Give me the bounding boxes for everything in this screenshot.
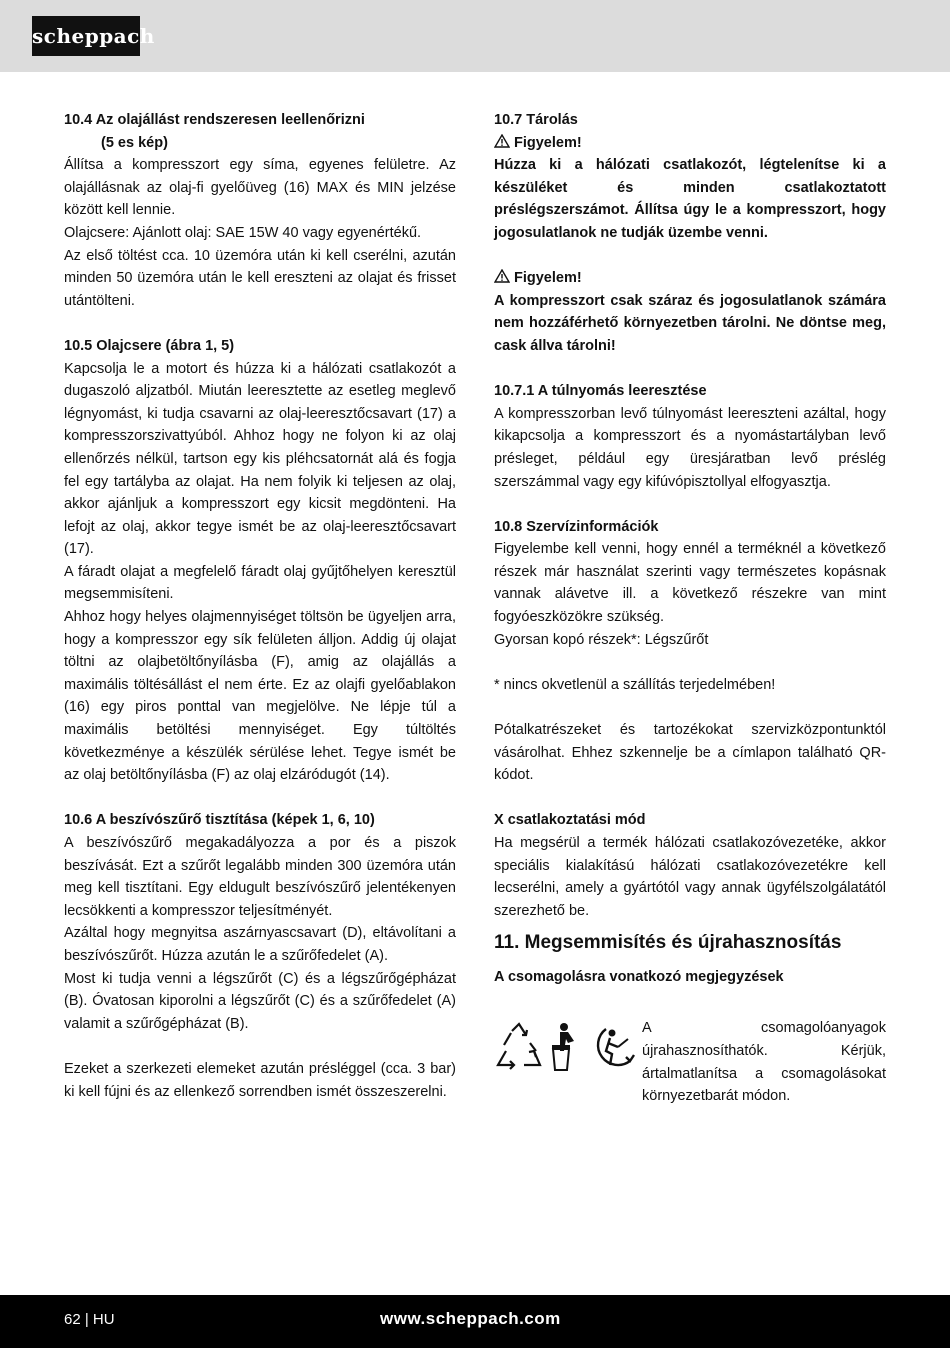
website-url[interactable]: www.scheppach.com bbox=[380, 1309, 561, 1328]
right-column bbox=[494, 109, 886, 1105]
scheppach-logo: scheppach bbox=[32, 16, 140, 56]
warning-icon bbox=[494, 269, 510, 283]
language-code: HU bbox=[92, 1311, 115, 1328]
section-10-7-1-body: A kompresszorban levő túlnyomást leereszteni azáltal, hogy kikapcsolja a kompresszort és a nyomástartályban levő présleget, például egy üresjáratban levő préslég szerszámmal vagy egy kifúvópisztollyal elfogyasztja. bbox=[494, 405, 886, 490]
section-10-6-p4: Ezeket a szerkezeti elemeket azután présléggel (cca. 3 bar) ki kell fújni és az ellenkező sorrendben ismét összeszerelni. bbox=[64, 1060, 456, 1100]
section-10-8-p3: Pótalkatrészeket és tartozékokat szervizközpontunktól vásárolhat. Ehhez szkennelje be a címlapon található QR-kódot. bbox=[494, 722, 886, 784]
section-11-title: 11. Megsemmisítés és újrahasznosítás bbox=[494, 932, 842, 954]
section-x-title: X csatlakoztatási mód bbox=[494, 812, 646, 829]
section-10-5-p3: Ahhoz hogy helyes olajmennyiséget töltsön be ügyeljen arra, hogy a kompresszor egy sík felületen álljon. Addig új olajat töltni az olajbetöltőnyílásba (F), amig az olajállás a maximális töltésállást el nem érte. Ez az olajfi gyelőablakon (16) egy piros ponttal van megjelölve. Ne lépje túl a maximális betöltési mennyiséget. Egy túltöltés következménye a készülék sérülése lehet. Tegye ismét be az olaj betöltőnyílásba (F) az olaj elzáródugót (14). bbox=[64, 609, 456, 784]
page-header bbox=[0, 0, 950, 72]
left-column bbox=[64, 109, 456, 1103]
packaging-title: A csomagolásra vonatkozó megjegyzések bbox=[494, 969, 784, 986]
section-10-5-p2: A fáradt olajat a megfelelő fáradt olaj gyűjtőhelyen keresztül megsemmisíteni. bbox=[64, 563, 456, 603]
packaging-body: A csomagolóanyagok újrahasznosíthatók. Kérjük, ártalmatlanítsa a csomagolásokat környezetbarát módon. bbox=[642, 1020, 886, 1105]
page-number-value: 62 bbox=[64, 1311, 81, 1328]
section-10-5-title: 10.5 Olajcsere (ábra 1, 5) bbox=[64, 337, 235, 354]
section-10-7-1-title: 10.7.1 A túlnyomás leeresztése bbox=[494, 383, 707, 400]
section-10-4-title-cont: (5 es kép) bbox=[101, 134, 168, 151]
section-10-6-p2: Azáltal hogy megnyitsa aszárnyascsavart (D), eltávolítani a beszívószűrőt. Húzza azután le a szűrőfedelet (A). bbox=[64, 925, 456, 964]
recycling-icons bbox=[494, 1021, 639, 1073]
warning-heading-2 bbox=[494, 267, 886, 290]
section-10-6-title: 10.6 A beszívószűrő tisztítása (képek 1, 6, 10) bbox=[64, 812, 375, 829]
packaging-block bbox=[494, 1003, 886, 1105]
section-10-8-p1: Figyelembe kell venni, hogy ennél a terméknél a következő részek már használat szerinti vagy természetes kopásnak vannak alávetve ill. a következő részekre van mint fogyóeszközökre szükség. bbox=[494, 541, 886, 626]
page-number: 62 | HU bbox=[64, 1311, 115, 1328]
warning-label: Figyelem! bbox=[514, 270, 582, 287]
section-10-4-title: 10.4 Az olajállást rendszeresen leellenőrizni bbox=[64, 112, 365, 128]
section-10-4-body: Állítsa a kompresszort egy síma, egyenes felületre. Az olajállásnak az olaj-fi gyelőüveg (16) MAX és MIN jelzése között kell lennie. bbox=[64, 157, 456, 219]
warning-heading-1 bbox=[494, 132, 886, 155]
section-10-5-p1: Kapcsolja le a motort és húzza ki a hálózati csatlakozót a dugaszoló aljzatból. Miután leeresztette az esetleg meglevő légnyomást, ki tudja csavarni az olaj-leeresztőcsavart (17) a kompresszorszivattyúból. Ahhoz hogy ne folyon ki az olaj ellenőrzés nélkül, tartson egy kis pléhcsatornát alá és fogja fel egy tartályba az olajat. Ha nem folyik ki teljesen az olaj, akkor ajánljuk a kompresszort egy kicsit megdönteni. Ha lefojt az olaj, akkor tegye ismét be az olaj-leeresztőcsavart (17). bbox=[64, 360, 456, 558]
warning-icon bbox=[494, 134, 510, 148]
section-10-6-p1: A beszívószűrő megakadályozza a por és a piszok beszívását. Ezt a szűrőt legalább minden 300 üzemóra után meg kell tisztítani. Egy eldugult beszívószűrő jelentékenyen lecsökkenti a kompresszor teljesítményét. bbox=[64, 835, 456, 919]
section-10-8-note: * nincs okvetlenül a szállítás terjedelmében! bbox=[494, 676, 776, 693]
section-x-body: Ha megsérül a termék hálózati csatlakozóvezetéke, akkor speciális kialakítású hálózati csatlakozóvezetékre kell lecserélni, amely a gyártótól vagy annak ügyfélszolgálatától szerezhető be. bbox=[494, 835, 886, 919]
section-10-7-warning-1: Húzza ki a hálózati csatlakozót, légtelenítse ki a készüléket és minden csatlakoztatott préslégszerszámot. Állítsa úgy le a kompresszort, hogy jogosulatlanok ne tudják üzembe venni. bbox=[494, 157, 886, 241]
page-footer bbox=[0, 1295, 950, 1348]
recycle-person-icon bbox=[598, 1029, 634, 1065]
section-10-8-p2: Gyorsan kopó részek*: Légszűrőt bbox=[494, 631, 709, 648]
section-10-7-title: 10.7 Tárolás bbox=[494, 112, 578, 128]
section-10-6-p3: Most ki tudja venni a légszűrőt (C) és a légszűrőgépházat (B). Óvatosan kiporolni a légszűrőt (C) és a szűrőfedelet (A) valamit a szűrőgépházat (B). bbox=[64, 970, 456, 1032]
recycle-icon bbox=[498, 1024, 540, 1069]
section-10-4-first-fill: Az első töltést cca. 10 üzemóra után ki kell cserélni, azután minden 50 üzemóra után le kell ereszteni az olajat és frisset utántölteni. bbox=[64, 247, 456, 309]
section-10-7-warning-2: A kompresszort csak száraz és jogosulatlanok számára nem hozzáférhető környezetben tárolni. Ne döntse meg, cask állva tárolni! bbox=[494, 292, 886, 354]
section-10-8-title: 10.8 Szervízinformációk bbox=[494, 518, 659, 535]
warning-label: Figyelem! bbox=[514, 134, 582, 151]
section-10-4-oil: Olajcsere: Ajánlott olaj: SAE 15W 40 vagy egyenértékű. bbox=[64, 224, 422, 241]
trash-bin-icon bbox=[552, 1023, 574, 1070]
